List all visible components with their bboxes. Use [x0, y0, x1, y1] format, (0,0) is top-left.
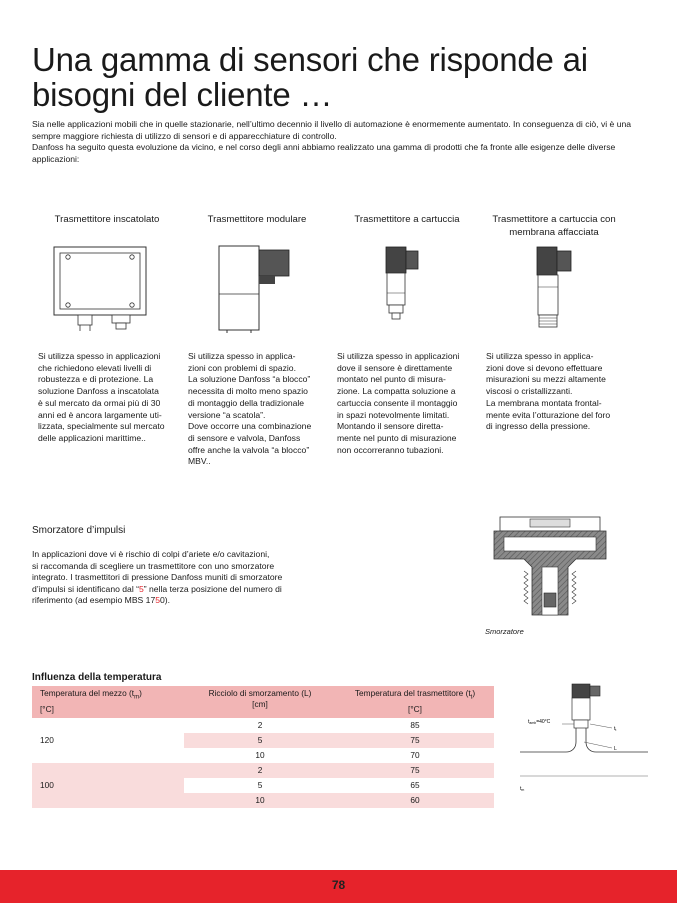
column-4-line: mente evita l’otturazione del foro	[486, 409, 611, 420]
pulsation-heading: Smorzatore d’impulsi	[32, 525, 126, 536]
column-2-line: offre anche la valvola “a blocco”	[188, 444, 310, 455]
column-title-2: Trasmettitore modulare	[207, 214, 307, 225]
medium-temperature-cell: 100	[32, 763, 184, 808]
loop-cell: 10	[184, 793, 336, 808]
table-row	[32, 763, 494, 778]
header-c1-sub: m	[134, 694, 140, 701]
diagram-label-t: $t_t$	[614, 726, 617, 732]
column-2-line: di sensore e valvola, Danfoss	[188, 432, 301, 443]
pulsation-code-highlight: 5	[139, 583, 144, 594]
column-1-line: Si utilizza spesso in applicazioni	[38, 351, 161, 361]
temperature-table-title: Influenza della temperatura	[32, 672, 162, 683]
column-2-line: MBV..	[188, 456, 211, 467]
temperature-table	[32, 686, 494, 808]
column-2-line: di montaggio della tradizionale	[188, 397, 305, 408]
page-footer	[0, 870, 677, 903]
header-c3b: )	[472, 688, 476, 698]
header-c1b: )	[139, 688, 142, 698]
column-2-line: La soluzione Danfoss “a blocco”	[188, 374, 311, 385]
header-c3a: Temperatura del trasmettitore (t	[354, 688, 471, 698]
header-c2-unit: [cm]	[252, 699, 268, 709]
column-text-1	[38, 351, 178, 445]
pulsation-text	[32, 549, 322, 607]
column-1-line: soluzione Danfoss a inscatolata	[38, 386, 159, 397]
transmitter-temp-cell: 65	[410, 780, 420, 790]
column-1-line: anni ed è ancora largamente uti-	[38, 409, 162, 420]
header-c3-unit: [°C]	[408, 703, 422, 714]
diagram-label-m: $t_m$	[520, 786, 525, 792]
header-c1a: Temperatura del mezzo (t	[40, 688, 135, 698]
column-title-4	[474, 213, 634, 239]
diagram-label-L: L	[614, 746, 617, 752]
column-text-3	[337, 351, 479, 456]
intro-paragraph-2: Danfoss ha seguito questa evoluzione da vicino, e nel corso degli anni abbiamo realizzato una gamma di prodotti che fa fronte alle esigenze delle diverse applicazioni:	[32, 142, 616, 164]
column-2-line: versione “a scatola”.	[188, 409, 266, 420]
column-2-line: necessita di molto meno spazio	[188, 386, 308, 397]
column-4-line: Si utilizza spesso in applica-	[486, 351, 594, 361]
table-header-row	[32, 686, 494, 718]
column-2-line: Si utilizza spesso in applica-	[188, 351, 296, 361]
column-1-line: lizzata, specialmente sul mercato	[38, 421, 165, 432]
column-4-line: La membrana montata frontal-	[486, 397, 602, 408]
header-c2: Ricciolo di smorzamento (L)	[208, 688, 312, 698]
boxed-transmitter-illustration	[52, 245, 148, 335]
column-3-line: cartuccia consente il montaggio	[337, 397, 458, 408]
header-medium-temperature	[32, 686, 184, 718]
transmitter-temp-cell: 70	[410, 750, 420, 760]
column-1-line: robustezza e di protezione. La	[38, 374, 154, 385]
column-3-line: in spazi notevolmente limitati.	[337, 409, 450, 420]
column-1-line: delle applicazioni marittime..	[38, 432, 146, 443]
medium-temperature-cell: 120	[40, 735, 54, 745]
column-3-line: zione. La compatta soluzione a	[337, 386, 456, 397]
pulsation-line5-pre: riferimento (ad esempio MBS 17	[32, 595, 156, 606]
page-title: Una gamma di sensori che risponde ai bisogni del cliente …	[32, 41, 588, 113]
pulsation-line4-post: ” nella terza posizione del numero di	[143, 583, 282, 594]
loop-cell: 10	[255, 750, 265, 760]
temperature-loop-diagram	[512, 680, 652, 800]
intro-text	[32, 119, 642, 165]
pulsation-line	[32, 584, 322, 596]
loop-cell: 5	[184, 733, 336, 748]
column-2-line: Dove occorre una combinazione	[188, 421, 312, 432]
column-text-2	[188, 351, 330, 468]
column-2-line: zioni con problemi di spazio.	[188, 362, 296, 373]
snubber-caption: Smorzatore	[485, 627, 524, 636]
pulsation-line	[32, 595, 322, 607]
column-text-4	[486, 351, 636, 433]
modular-transmitter-illustration	[215, 244, 295, 334]
column-3-line: montato nel punto di misura-	[337, 374, 446, 385]
cartridge-transmitter-illustration	[380, 243, 436, 323]
column-3-line: non occorreranno tubazioni.	[337, 444, 444, 455]
column-title-1: Trasmettitore inscatolato	[54, 214, 160, 225]
transmitter-temp-cell: 60	[336, 793, 494, 808]
column-3-line: Montando il sensore diretta-	[337, 421, 444, 432]
pulsation-code-highlight: 5	[155, 595, 161, 606]
column-1-line: è sul mercato da ormai più di 30	[38, 397, 161, 408]
snubber-cross-section-illustration	[490, 515, 610, 625]
intro-paragraph-1: Sia nelle applicazioni mobili che in quelle stazionarie, nell’ultimo decennio il livello di automazione è enormemente aumentato. In conseguenza di ciò, vi è una sempre maggiore richiesta di utilizzo di sensori e di apparecchiature di controllo.	[32, 119, 632, 141]
loop-cell: 5	[257, 780, 263, 790]
column-4-line: misurazioni su mezzi altamente	[486, 374, 606, 385]
header-damping-loop	[184, 686, 336, 718]
column-1-line: che richiedono elevati livelli di	[38, 362, 152, 373]
column-3-line: dove il sensore è direttamente	[337, 362, 453, 373]
loop-cell: 2	[184, 763, 336, 778]
flush-membrane-transmitter-illustration	[531, 243, 587, 333]
column-title-4-line-1: Trasmettitore a cartuccia con	[492, 214, 616, 225]
pulsation-line: si raccomanda di scegliere un trasmettitore con uno smorzatore	[32, 560, 275, 571]
pulsation-line: integrato. I trasmettitori di pressione Danfoss muniti di smorzatore	[32, 572, 283, 583]
table-row	[32, 718, 494, 733]
pulsation-line4-pre: d’impulsi si identificano dal “	[32, 583, 139, 594]
pulsation-line5-post: 0).	[160, 595, 171, 606]
loop-cell: 2	[257, 720, 263, 730]
column-3-line: Si utilizza spesso in applicazioni	[337, 351, 460, 361]
transmitter-temp-cell: 75	[336, 733, 494, 748]
column-4-line: zioni dove si devono effettuare	[486, 362, 603, 373]
page-number: 78	[331, 878, 346, 892]
diagram-label-amb: $t_{amb}=40^\circ C$	[528, 719, 551, 725]
header-c1-unit: [°C]	[40, 703, 54, 714]
column-title-3: Trasmettitore a cartuccia	[354, 214, 460, 225]
header-transmitter-temperature	[336, 686, 494, 718]
header-c3-sub: t	[470, 694, 473, 701]
column-3-line: mente nel punto di misurazione	[337, 432, 457, 443]
column-title-4-line-2: membrana affacciata	[509, 227, 599, 238]
transmitter-temp-cell: 85	[410, 720, 420, 730]
transmitter-temp-cell: 75	[336, 763, 494, 778]
pulsation-line: In applicazioni dove vi è rischio di colpi d’ariete e/o cavitazioni,	[32, 549, 270, 559]
column-4-line: viscosi o cristallizzanti.	[486, 386, 573, 397]
column-4-line: di ingresso della pressione.	[486, 421, 591, 432]
